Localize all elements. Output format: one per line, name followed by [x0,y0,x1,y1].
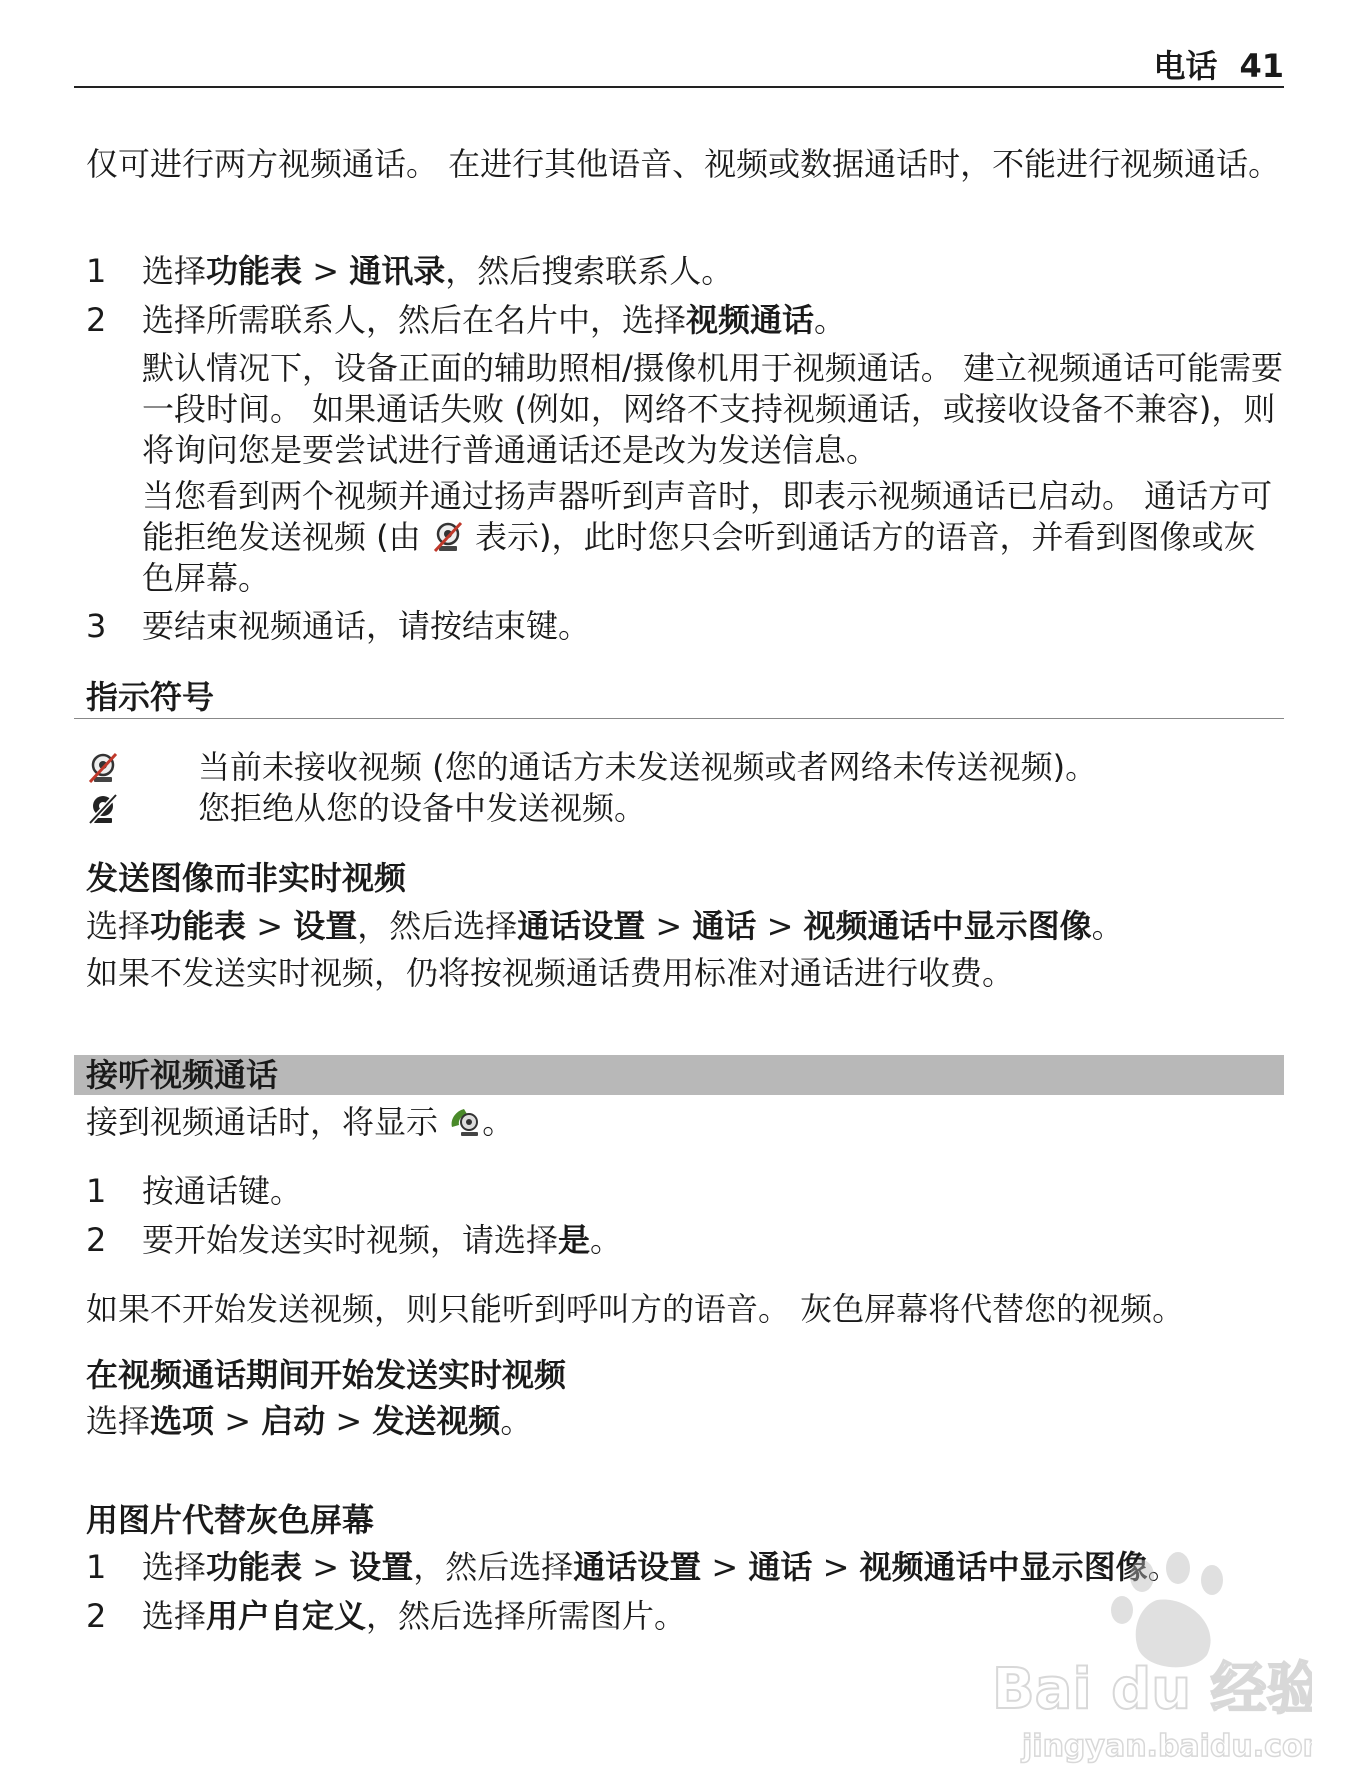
step-text: 要开始发送实时视频，请选择是。 [142,1221,623,1259]
step-number: 1 [86,1172,107,1210]
info-line: 如果不开始发送视频，则只能听到呼叫方的语音。 灰色屏幕将代替您的视频。 [86,1290,1185,1328]
step-number: 1 [86,1548,107,1586]
video-not-received-icon [431,520,465,554]
header-rule [74,86,1284,88]
section-heading: 指示符号 [86,678,215,716]
step-number: 1 [86,252,107,290]
section-heading-bar [74,1055,1284,1095]
step-note: 当您看到两个视频并通过扬声器听到声音时，即表示视频通话已启动。 通话方可能拒绝发送视频 (由 表示)，此时您只会听到通话方的语音，并看到图像或灰色屏幕。 [142,477,1273,597]
section-heading: 在视频通话期间开始发送实时视频 [86,1356,567,1394]
step-text: 按通话键。 [142,1172,303,1210]
section-heading: 发送图像而非实时视频 [86,859,407,897]
intro-paragraph: 仅可进行两方视频通话。 在进行其他语音、视频或数据通话时，不能进行视频通话。 [86,145,1281,183]
watermark-logo: Bai du 经验 [992,1657,1312,1722]
info-line: 如果不发送实时视频，仍将按视频通话费用标准对通话进行收费。 [86,954,1015,992]
step-number: 3 [86,607,107,645]
menu-label: 视频通话 [686,301,815,339]
page-number: 41 [1239,47,1284,85]
step-text: 选择功能表 > 设置，然后选择通话设置 > 通话 > 视频通话中显示图像。 [142,1548,1180,1586]
page-header [1153,44,1284,88]
section-title: 电话 [1153,47,1218,85]
indicator-description: 当前未接收视频 (您的通话方未发送视频或者网络未传送视频)。 [198,748,1098,786]
step-number: 2 [86,1221,107,1259]
video-not-received-icon [86,751,120,785]
menu-label: 功能表 [206,252,303,290]
list-item [86,300,1286,341]
list-item [86,251,1286,292]
list-item [86,606,1286,647]
answer-intro: 接到视频通话时，将显示 。 [86,1103,515,1141]
step-note: 默认情况下，设备正面的辅助照相/摄像机用于视频通话。 建立视频通话可能需要一段时间。 如果通话失败 (例如，网络不支持视频通话，或接收设备不兼容)，则将询问您是要尝试进行普通通话还是改为发送信息。 [142,349,1283,469]
incoming-video-call-icon [448,1105,482,1139]
section-heading: 用图片代替灰色屏幕 [86,1501,375,1539]
video-send-refused-icon [86,792,120,826]
indicator-description: 您拒绝从您的设备中发送视频。 [198,789,647,827]
list-item [86,1220,1286,1261]
baidu-watermark [982,1540,1312,1770]
step-text: 选择用户自定义，然后选择所需图片。 [142,1597,687,1635]
watermark-url: jingyan.baidu.com [1022,1729,1312,1764]
step-text: 选择功能表 > 通讯录，然后搜索联系人。 [142,252,734,290]
section-rule [74,718,1284,719]
step-number: 2 [86,1597,107,1635]
instruction-line: 选择功能表 > 设置，然后选择通话设置 > 通话 > 视频通话中显示图像。 [86,907,1124,945]
section-heading: 接听视频通话 [86,1056,279,1094]
instruction-line: 选择选项 > 启动 > 发送视频。 [86,1402,533,1440]
list-item [86,1171,1286,1212]
step-number: 2 [86,301,107,339]
step-text: 要结束视频通话，请按结束键。 [142,607,591,645]
menu-label: 通讯录 [349,252,446,290]
step-text: 选择所需联系人，然后在名片中，选择视频通话。 [142,301,847,339]
